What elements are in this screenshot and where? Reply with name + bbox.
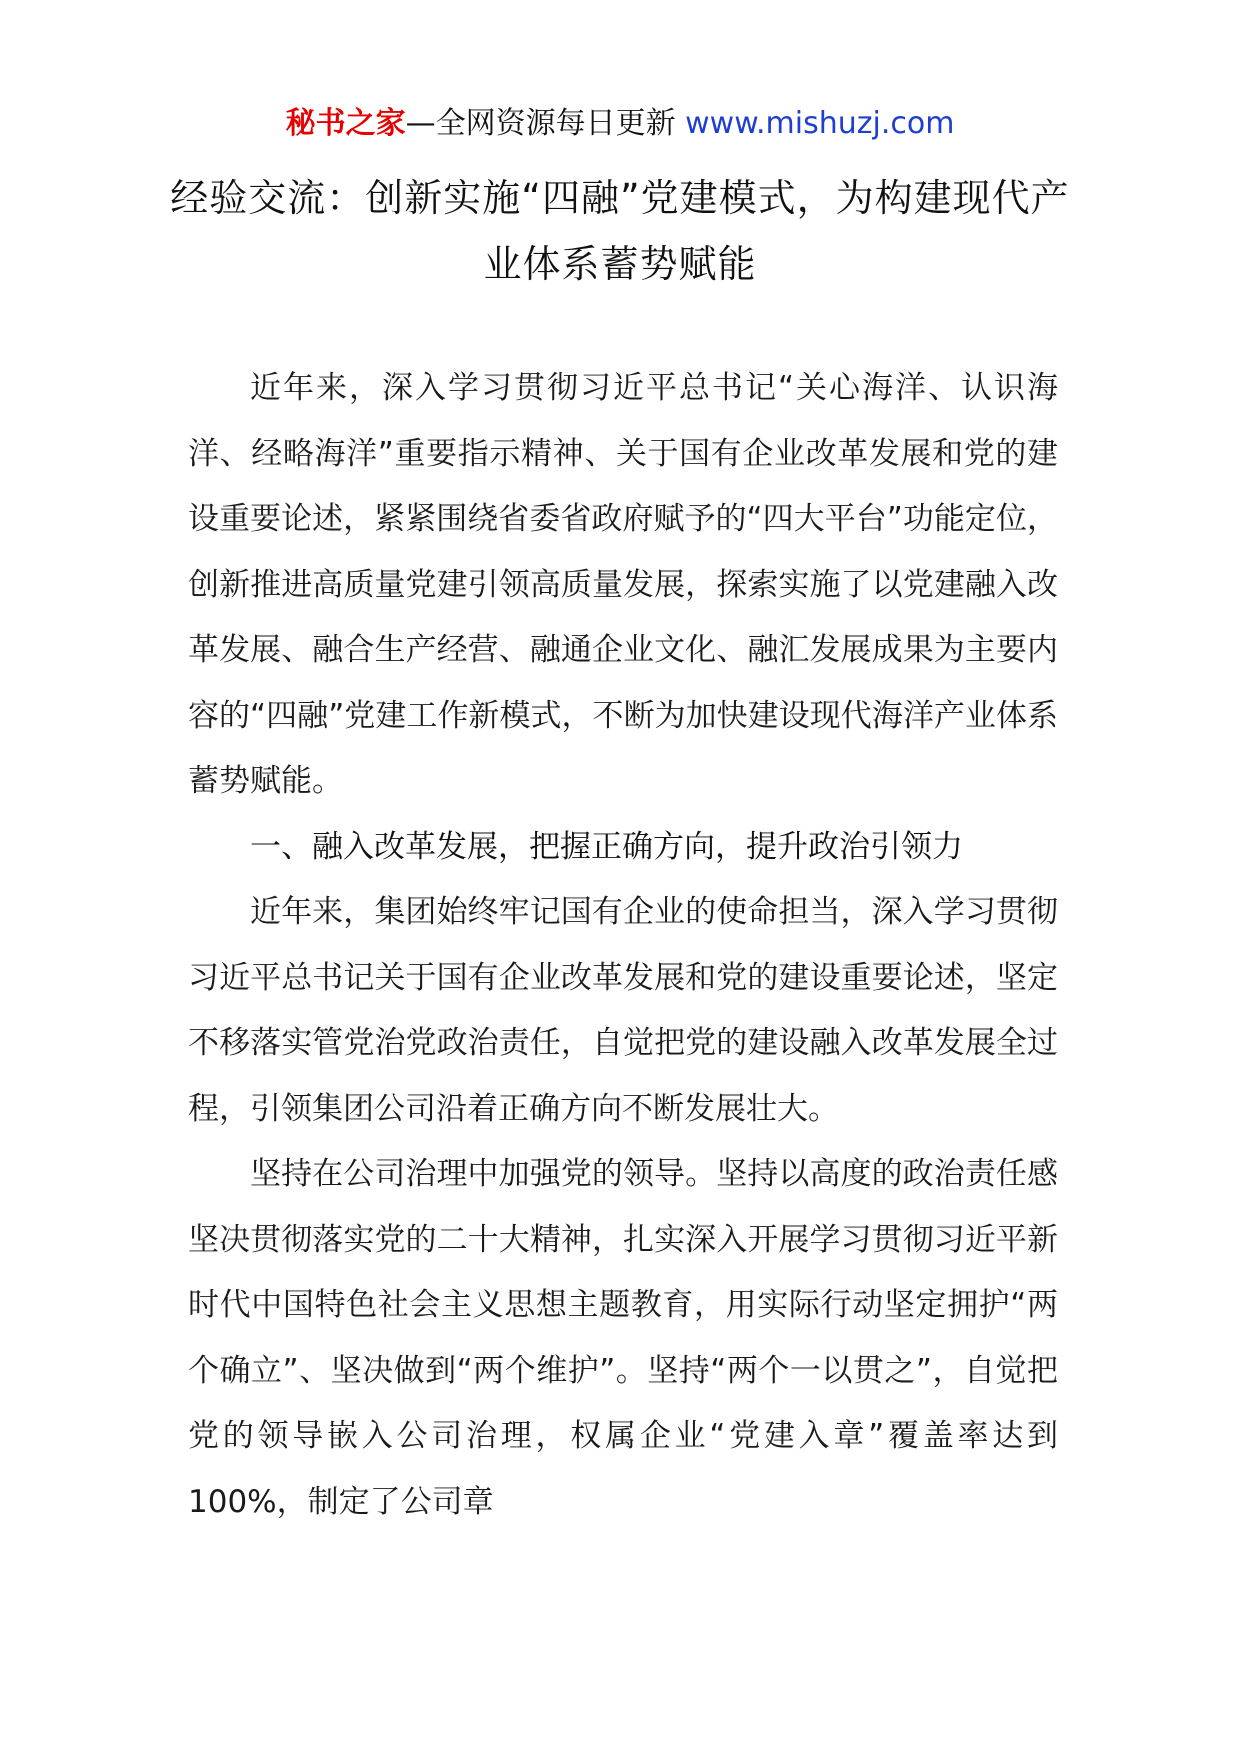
paragraph-governance: 坚持在公司治理中加强党的领导。坚持以高度的政治责任感坚决贯彻落实党的二十大精神，扎实深入开展学习贯彻习近平新时代中国特色社会主义思想主题教育，用实际行动坚定拥护“两个确立”、坚决做到“两个维护”。坚持“两个一以贯之”，自觉把党的领导嵌入公司治理，权属企业“党建入章”覆盖率达到100%，制定了公司章 <box>188 1156 1058 1520</box>
site-tagline: —全网资源每日更新 <box>405 106 686 141</box>
section-heading-1: 一、融入改革发展，把握正确方向，提升政治引领力 <box>250 828 963 865</box>
site-url[interactable]: www.mishuzj.com <box>685 106 955 141</box>
document-body <box>188 356 1058 1535</box>
document-title: 经验交流：创新实施“四融”党建模式，为构建现代产业体系蓄势赋能 <box>170 176 1070 286</box>
paragraph-intro: 近年来，深入学习贯彻习近平总书记“关心海洋、认识海洋、经略海洋”重要指示精神、关于国有企业改革发展和党的建设重要论述，紧紧围绕省委省政府赋予的“四大平台”功能定位，创新推进高质量党建引领高质量发展，探索实施了以党建融入改革发展、融合生产经营、融通企业文化、融汇发展成果为主要内容的“四融”党建工作新模式，不断为加快建设现代海洋产业体系蓄势赋能。 <box>188 370 1058 799</box>
paragraph-section-1: 近年来，集团始终牢记国有企业的使命担当，深入学习贯彻习近平总书记关于国有企业改革发展和党的建设重要论述，坚定不移落实管党治党政治责任，自觉把党的建设融入改革发展全过程，引领集团公司沿着正确方向不断发展壮大。 <box>188 894 1058 1127</box>
site-header <box>0 104 1240 144</box>
site-brand: 秘书之家 <box>285 106 406 141</box>
